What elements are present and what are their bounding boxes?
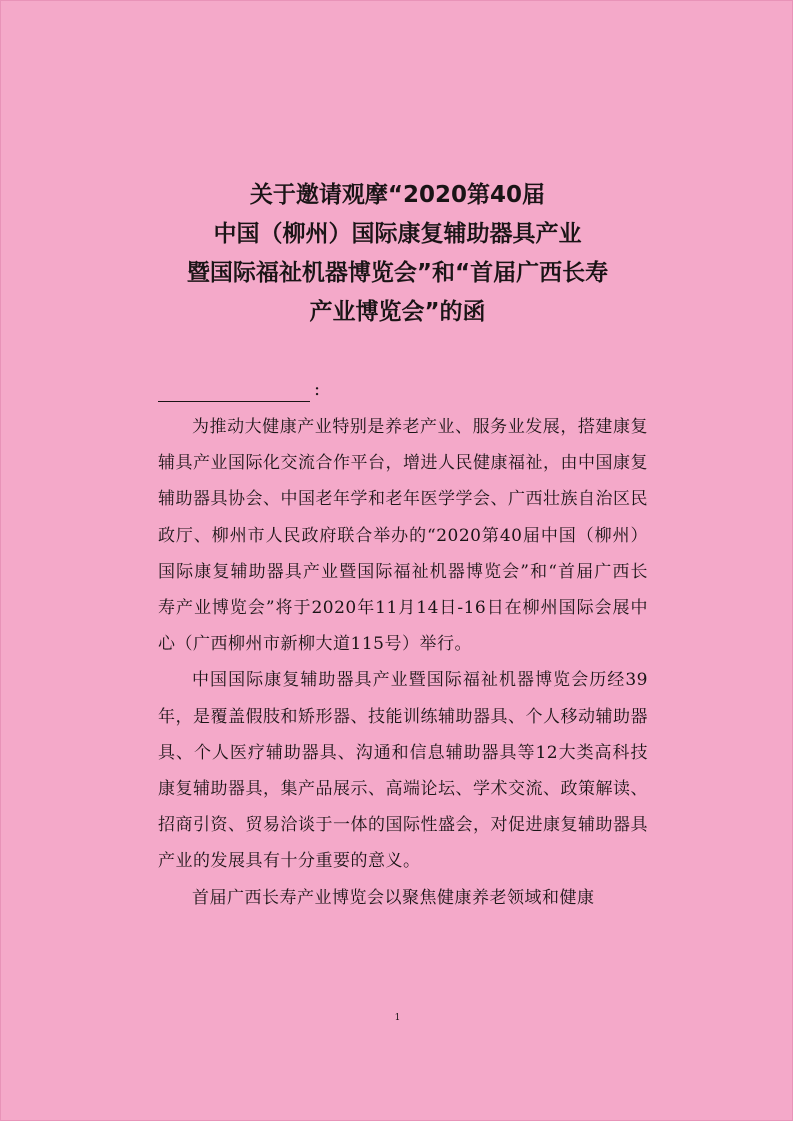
body-paragraph-1: 为推动大健康产业特别是养老产业、服务业发展，搭建康复辅具产业国际化交流合作平台，增进人民健康福祉，由中国康复辅助器具协会、中国老年学和老年医学学会、广西壮族自治区民政厅、柳州市人民政府联合举办的“2020第40届中国（柳州）国际康复辅助器具产业暨国际福祉机器博览会”和“首届广西长寿产业博览会”将于2020年11月14日-16日在柳州国际会展中心（广西柳州市新柳大道115号）举行。 xyxy=(158,417,648,655)
body-paragraph-3: 首届广西长寿产业博览会以聚焦健康养老领域和健康 xyxy=(192,887,595,908)
title-line-2: 中国（柳州）国际康复辅助器具产业 xyxy=(213,221,582,247)
salutation-colon: : xyxy=(314,379,321,400)
page-number: 1 xyxy=(394,1013,401,1023)
document-title xyxy=(1,176,793,332)
recipient-blank-line xyxy=(158,401,310,402)
body-paragraph-2: 中国国际康复辅助器具产业暨国际福祉机器博览会历经39年，是覆盖假肢和矫形器、技能训练辅助器具、个人移动辅助器具、个人医疗辅助器具、沟通和信息辅助器具等12大类高科技康复辅助器具，集产品展示、高端论坛、学术交流、政策解读、招商引资、贸易洽谈于一体的国际性盛会，对促进康复辅助器具产业的发展具有十分重要的意义。 xyxy=(158,670,648,872)
document-body xyxy=(158,409,648,916)
title-line-1: 关于邀请观摩“2020第40届 xyxy=(249,182,546,208)
salutation xyxy=(158,379,328,405)
title-line-4: 产业博览会”的函 xyxy=(309,299,486,325)
title-line-3: 暨国际福祉机器博览会”和“首届广西长寿 xyxy=(186,260,609,286)
